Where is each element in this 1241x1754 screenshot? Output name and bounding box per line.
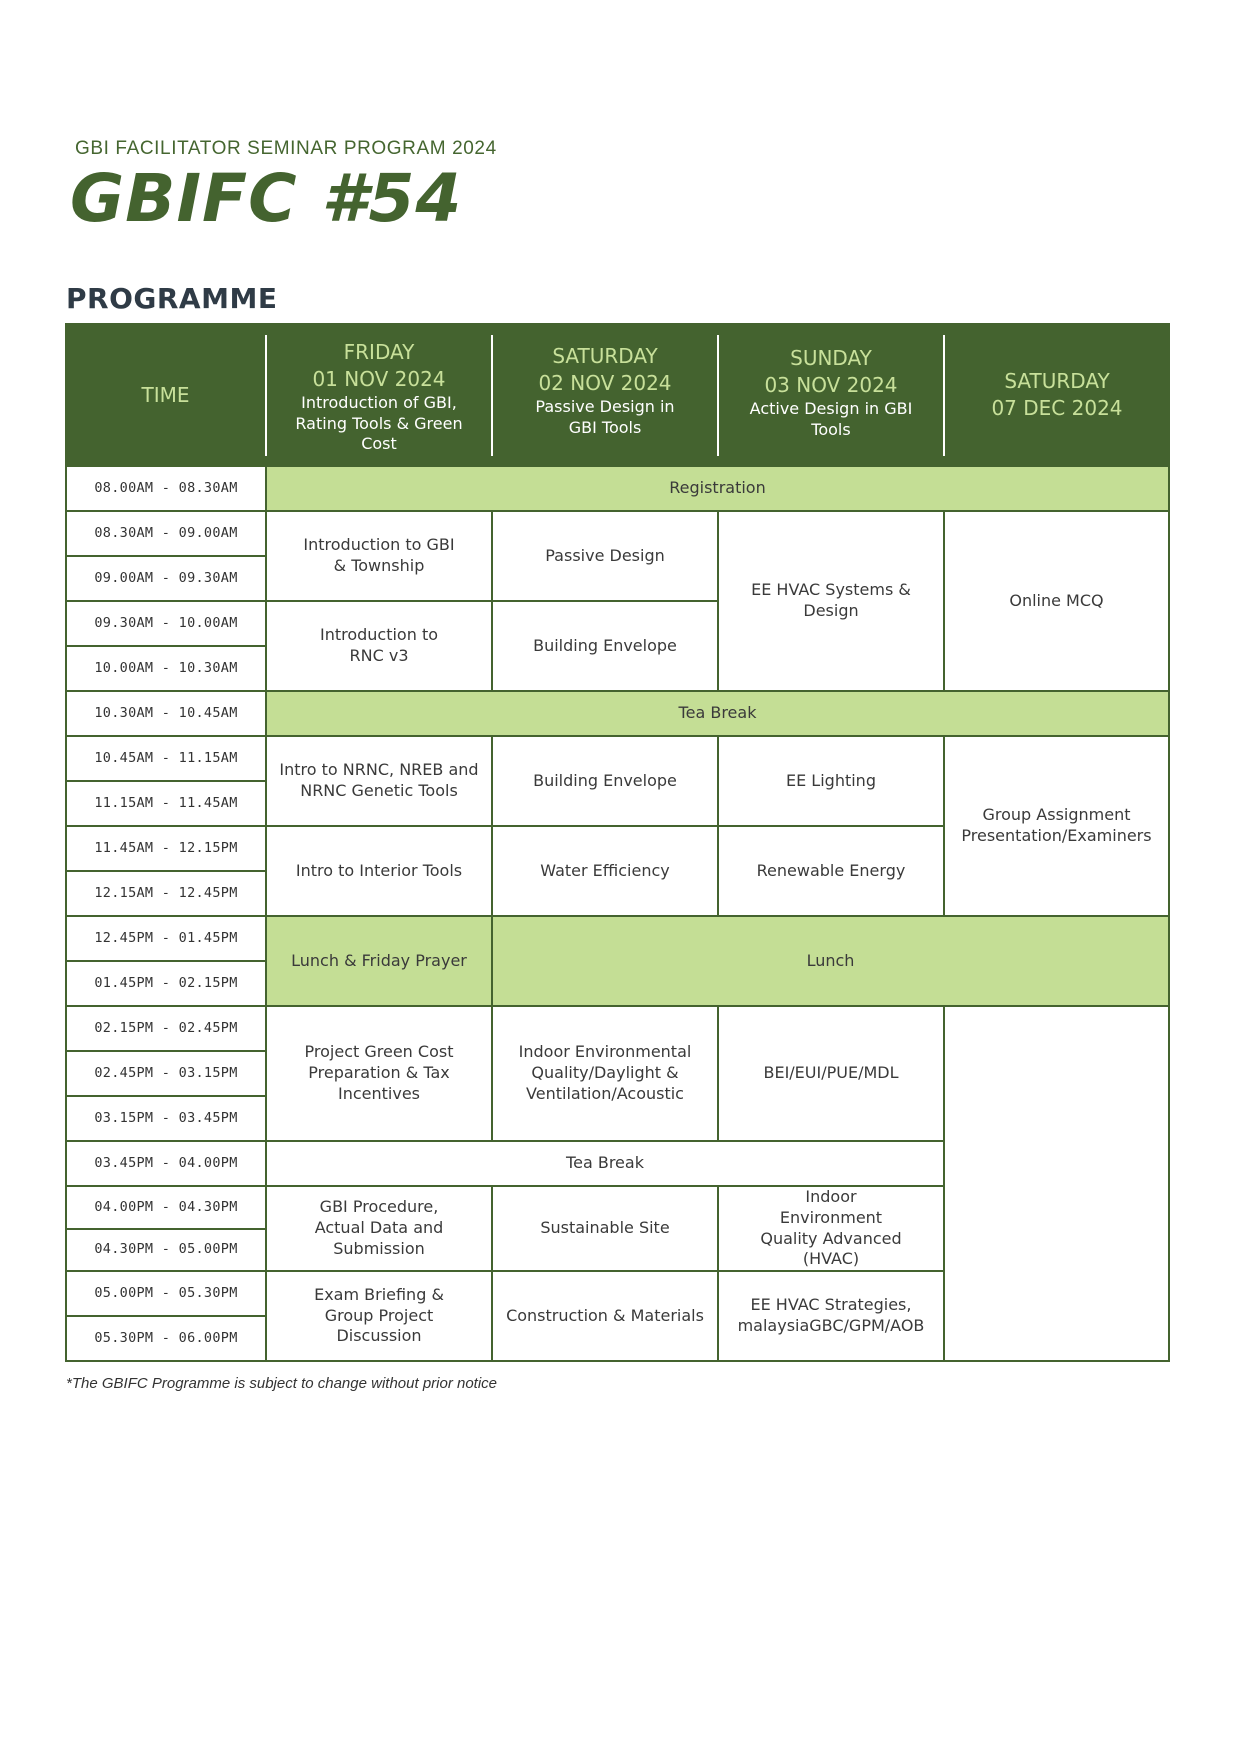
page-title: GBIFC #54 [70,160,463,237]
session-cell: Group Assignment Presentation/Examiners [943,735,1170,917]
time-slot: 04.30PM - 05.00PM [65,1228,267,1272]
time-slot: 12.15AM - 12.45PM [65,870,267,917]
time-slot: 10.00AM - 10.30AM [65,645,267,692]
session-cell: Intro to Interior Tools [265,825,493,917]
session-cell: GBI Procedure, Actual Data and Submission [265,1185,493,1272]
session-cell: Intro to NRNC, NREB and NRNC Genetic Tools [265,735,493,827]
date-label: 02 NOV 2024 [538,371,672,396]
session-cell: Project Green Cost Preparation & Tax Incentives [265,1005,493,1142]
time-slot: 03.45PM - 04.00PM [65,1140,267,1187]
session-cell: EE Lighting [717,735,945,827]
tea-break-row: Tea Break [265,690,1170,737]
day-description: Introduction of GBI, Rating Tools & Green Cost [295,392,463,454]
session-cell: Introduction to RNC v3 [265,600,493,692]
program-subtitle: GBI FACILITATOR SEMINAR PROGRAM 2024 [75,138,497,159]
time-slot: 03.15PM - 03.45PM [65,1095,267,1142]
time-slot: 05.00PM - 05.30PM [65,1270,267,1317]
day-label: SUNDAY [790,346,872,371]
session-cell: Building Envelope [491,735,719,827]
session-cell: Construction & Materials [491,1270,719,1362]
empty-cell [943,1005,1170,1362]
time-slot: 10.45AM - 11.15AM [65,735,267,782]
footnote: *The GBIFC Programme is subject to change without prior notice [66,1375,498,1392]
time-slot: 08.30AM - 09.00AM [65,510,267,557]
date-label: 03 NOV 2024 [764,373,898,398]
time-slot: 12.45PM - 01.45PM [65,915,267,962]
section-heading: PROGRAMME [66,282,278,315]
date-label: 07 DEC 2024 [991,396,1123,420]
session-cell: Online MCQ [943,510,1170,692]
session-cell: EE HVAC Strategies, malaysiaGBC/GPM/AOB [717,1270,945,1362]
registration-row: Registration [265,465,1170,512]
session-cell: Renewable Energy [717,825,945,917]
day-description: Passive Design in GBI Tools [535,397,675,437]
day-label: FRIDAY [343,339,415,364]
lunch-friday-cell: Lunch & Friday Prayer [265,915,493,1007]
session-cell: Exam Briefing & Group Project Discussion [265,1270,493,1362]
column-header-saturday [492,323,718,467]
time-slot: 08.00AM - 08.30AM [65,465,267,512]
column-header-december [944,323,1170,467]
lunch-cell: Lunch [491,915,1170,1007]
session-cell: Introduction to GBI & Township [265,510,493,602]
session-cell: Indoor Environment Quality Advanced (HVAC) [717,1185,945,1272]
day-description: Active Design in GBI Tools [749,399,913,439]
column-header-time [65,323,266,467]
time-slot: 02.45PM - 03.15PM [65,1050,267,1097]
tea-break-row: Tea Break [265,1140,945,1187]
column-header-sunday [718,323,944,467]
time-slot: 01.45PM - 02.15PM [65,960,267,1007]
session-cell: Passive Design [491,510,719,602]
time-slot: 02.15PM - 02.45PM [65,1005,267,1052]
time-slot: 11.15AM - 11.45AM [65,780,267,827]
date-label: 01 NOV 2024 [312,366,446,391]
session-cell: BEI/EUI/PUE/MDL [717,1005,945,1142]
time-slot: 05.30PM - 06.00PM [65,1315,267,1362]
column-header-friday [266,323,492,467]
session-cell: Building Envelope [491,600,719,692]
day-label: SATURDAY [1004,369,1110,393]
programme-table [65,323,1170,1362]
column-header-label: TIME [141,382,190,407]
session-cell: Water Efficiency [491,825,719,917]
time-slot: 10.30AM - 10.45AM [65,690,267,737]
time-slot: 04.00PM - 04.30PM [65,1185,267,1230]
session-cell: Indoor Environmental Quality/Daylight & Ventilation/Acoustic [491,1005,719,1142]
session-cell: EE HVAC Systems & Design [717,510,945,692]
time-slot: 09.30AM - 10.00AM [65,600,267,647]
time-slot: 09.00AM - 09.30AM [65,555,267,602]
session-cell: Sustainable Site [491,1185,719,1272]
day-label: SATURDAY [552,344,658,369]
time-slot: 11.45AM - 12.15PM [65,825,267,872]
